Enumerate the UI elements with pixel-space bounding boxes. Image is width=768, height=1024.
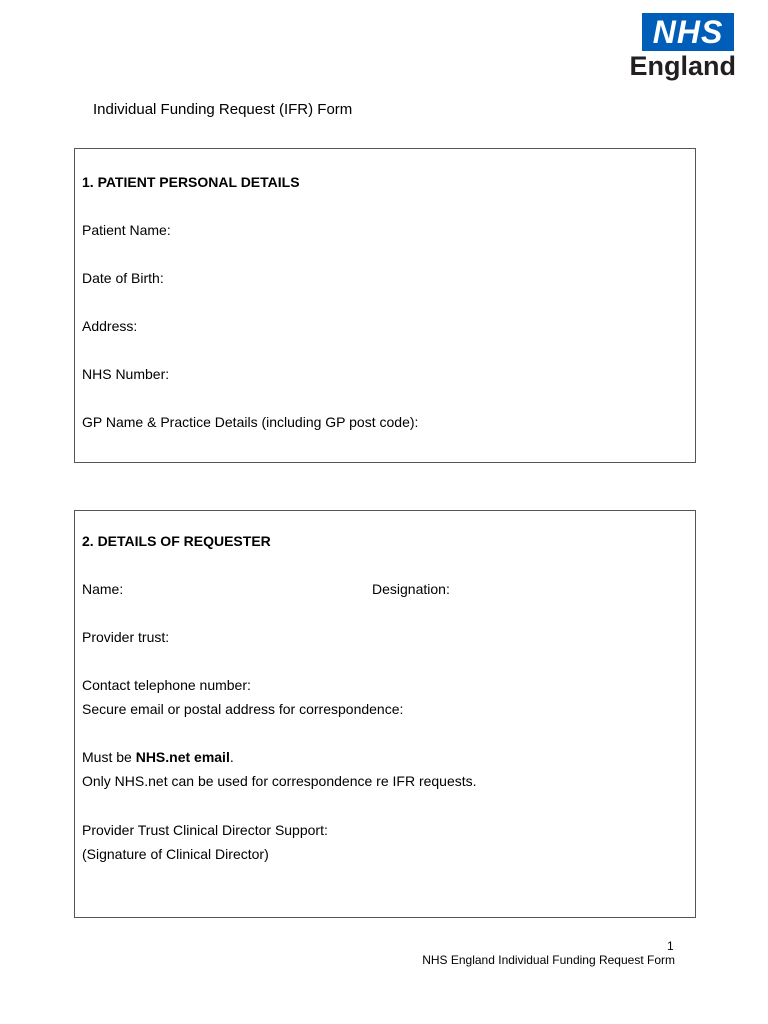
provider-trust-label: Provider trust: (82, 629, 170, 645)
footer-doc-title: NHS England Individual Funding Request Form (422, 953, 675, 967)
section2-heading: 2. DETAILS OF REQUESTER (82, 533, 271, 549)
must-be-note (82, 749, 234, 765)
clinical-support-label: Provider Trust Clinical Director Support: (82, 822, 328, 838)
patient-name-label: Patient Name: (82, 222, 171, 238)
logo-region-text: England (629, 51, 736, 81)
secure-contact-label: Secure email or postal address for correspondence: (82, 701, 404, 717)
signature-label: (Signature of Clinical Director) (82, 846, 269, 862)
patient-details-section (74, 148, 696, 463)
address-label: Address: (82, 318, 138, 334)
must-be-suffix: . (229, 749, 234, 765)
dob-label: Date of Birth: (82, 270, 164, 286)
must-be-prefix: Must be (82, 749, 136, 765)
gp-details-label: GP Name & Practice Details (including GP post code): (82, 414, 419, 430)
nhs-logo-box: NHS (642, 13, 734, 51)
nhs-number-label: NHS Number: (82, 366, 170, 382)
phone-label: Contact telephone number: (82, 677, 251, 693)
page-number: 1 (667, 939, 674, 953)
requester-details-section (74, 510, 696, 918)
designation-label: Designation: (372, 581, 450, 597)
only-nhs-note: Only NHS.net can be used for correspondence re IFR requests. (82, 773, 477, 789)
name-label: Name: (82, 581, 124, 597)
nhs-net-email-bold: NHS.net email (135, 749, 230, 765)
section1-heading: 1. PATIENT PERSONAL DETAILS (82, 174, 300, 190)
form-title: Individual Funding Request (IFR) Form (93, 101, 353, 118)
nhs-england-logo (614, 13, 736, 83)
